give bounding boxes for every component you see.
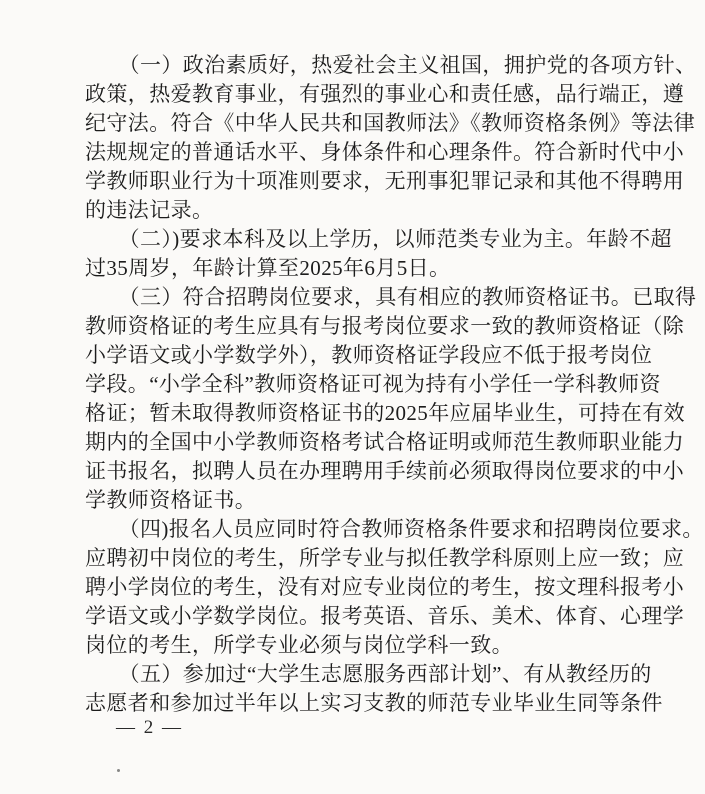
paragraph-3 [85,283,697,515]
document-body [85,51,704,718]
text-line: （五）参加过“大学生志愿服务西部计划”、有从教经历的 [118,662,652,686]
page-footer [116,716,183,740]
paragraph-4 [85,515,704,660]
text-line: （四)报名人员应同时符合教师资格条件要求和招聘岗位要求。 [118,517,704,541]
text-line: 学教师资格证书。 [85,488,257,512]
text-line: 纪守法。符合《中华人民共和国教师法》《教师资格条例》等法律 [85,111,696,135]
text-line: 学语文或小学数学岗位。报考英语、音乐、美术、体育、心理学 [85,604,685,628]
paragraph-1 [85,51,697,225]
text-line: 格证；暂未取得教师资格证书的2025年应届毕业生，可持在有效 [85,401,685,425]
text-line: （二）)要求本科及以上学历，以师范类专业为主。年龄不超 [118,227,672,251]
text-line: 小学语文或小学数学外），教师资格证学段应不低于报考岗位 [85,343,653,367]
text-line: 的违法记录。 [85,198,214,222]
paragraph-2 [85,225,672,283]
page-number: — 2 — [116,717,183,738]
text-line: 应聘初中岗位的考生，所学专业与拟任教学科原则上应一致；应 [85,546,685,570]
paragraph-5 [85,660,663,718]
text-line: 志愿者和参加过半年以上实习支教的师范专业毕业生同等条件 [85,691,663,715]
text-line: 证书报名，拟聘人员在办理聘用手续前必须取得岗位要求的中小 [85,459,685,483]
text-line: 期内的全国中小学教师资格考试合格证明或师范生教师职业能力 [85,430,685,454]
text-line: 聘小学岗位的考生，没有对应专业岗位的考生，按文理科报考小 [85,575,685,599]
text-line: 教师资格证的考生应具有与报考岗位要求一致的教师资格证（除 [85,314,685,338]
text-line: 学段。“小学全科”教师资格证可视为持有小学任一学科教师资 [85,372,661,396]
text-line: 政策，热爱教育事业，有强烈的事业心和责任感，品行端正，遵 [85,82,685,106]
ink-dot [117,769,120,772]
text-line: （一）政治素质好，热爱社会主义祖国，拥护党的各项方针、 [118,53,697,77]
text-line: （三）符合招聘岗位要求，具有相应的教师资格证书。已取得 [118,285,697,309]
text-line: 岗位的考生，所学专业必须与岗位学科一致。 [85,633,513,657]
text-line: 学教师职业行为十项准则要求，无刑事犯罪记录和其他不得聘用 [85,169,685,193]
text-line: 法规规定的普通话水平、身体条件和心理条件。符合新时代中小 [85,140,685,164]
text-line: 过35周岁，年龄计算至2025年6月5日。 [85,256,451,280]
